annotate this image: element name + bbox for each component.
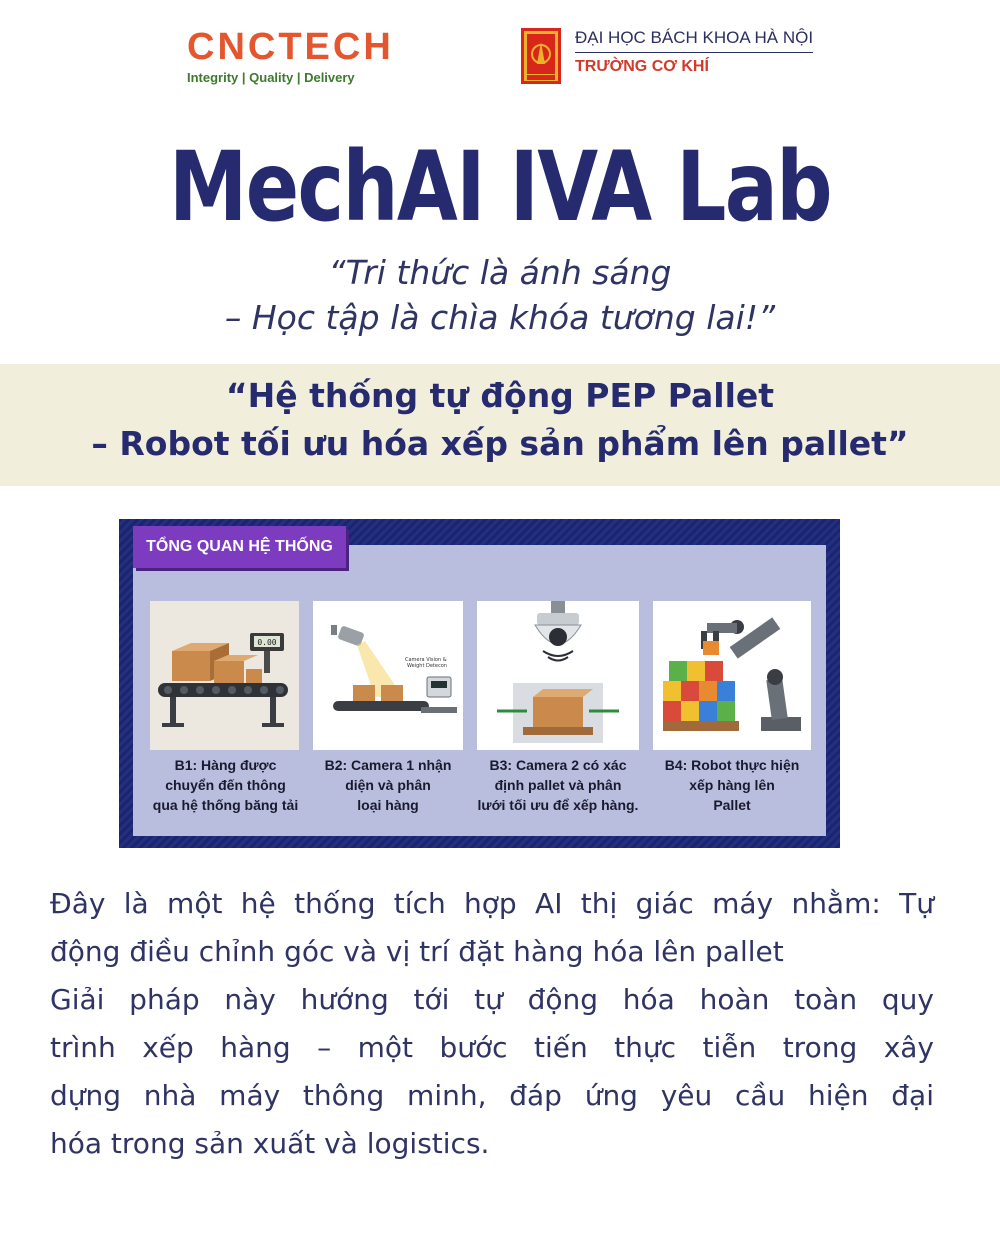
step-3-caption: B3: Camera 2 có xác định pallet và phân lưới tối ưu để xếp hàng. xyxy=(477,757,639,813)
description-line-5: dựng nhà máy thông minh, đáp ứng yêu cầu hiện đại xyxy=(50,1079,934,1112)
scale-display: 0.00 xyxy=(257,638,277,647)
hust-school-name: TRƯỜNG CƠ KHÍ xyxy=(575,58,709,75)
quote-line-2: – Học tập là chìa khóa tương lai!” xyxy=(224,298,776,337)
conveyor-boxes-icon xyxy=(150,601,299,750)
project-title-line-2: – Robot tối ưu hóa xếp sản phẩm lên pallet” xyxy=(91,424,909,463)
b2-label-1: Camera Vision & xyxy=(405,657,447,663)
step-1-caption: B1: Hàng được chuyển đến thông qua hệ thống băng tải xyxy=(152,757,299,813)
camera-vision-icon xyxy=(313,601,463,750)
description-line-3: Giải pháp này hướng tới tự động hóa hoàn toàn quy xyxy=(50,983,934,1016)
b2-label-2: Weight Detecon xyxy=(407,663,447,669)
step-4-caption: B4: Robot thực hiện xếp hàng lên Pallet xyxy=(664,757,800,813)
step-2-caption: B2: Camera 1 nhận diện và phân loại hàng xyxy=(324,757,452,813)
hust-university-name: ĐẠI HỌC BÁCH KHOA HÀ NỘI xyxy=(575,28,813,53)
description-line-2: động điều chỉnh góc và vị trí đặt hàng hóa lên pallet xyxy=(50,935,784,968)
project-title-line-1: “Hệ thống tự động PEP Pallet xyxy=(225,376,775,415)
description-line-4: trình xếp hàng – một bước tiến thực tiễn trong xây xyxy=(50,1031,934,1064)
system-overview-panel xyxy=(119,519,840,848)
description-line-6: hóa trong sản xuất và logistics. xyxy=(50,1127,490,1160)
step-1-image xyxy=(150,601,299,750)
step-2-image xyxy=(313,601,463,750)
description-paragraph xyxy=(50,880,934,1168)
hust-logo xyxy=(521,28,813,84)
hust-emblem-icon xyxy=(521,28,561,84)
ceiling-camera-icon xyxy=(477,601,639,750)
cnctech-tagline: Integrity | Quality | Delivery xyxy=(187,70,355,85)
robot-arm-icon xyxy=(653,601,811,750)
cnctech-name: CNCTECH xyxy=(187,26,394,68)
cnctech-logo xyxy=(187,28,394,85)
step-3-image xyxy=(477,601,639,750)
project-title xyxy=(0,372,1000,468)
quote-line-1: “Tri thức là ánh sáng xyxy=(328,253,672,292)
step-4-image xyxy=(653,601,811,750)
lab-quote xyxy=(0,250,1000,340)
description-line-1: Đây là một hệ thống tích hợp AI thị giác máy nhằm: Tự xyxy=(50,887,934,920)
page-title: MechAI IVA Lab xyxy=(169,131,831,243)
overview-tag: TỔNG QUAN HỆ THỐNG xyxy=(133,526,346,568)
